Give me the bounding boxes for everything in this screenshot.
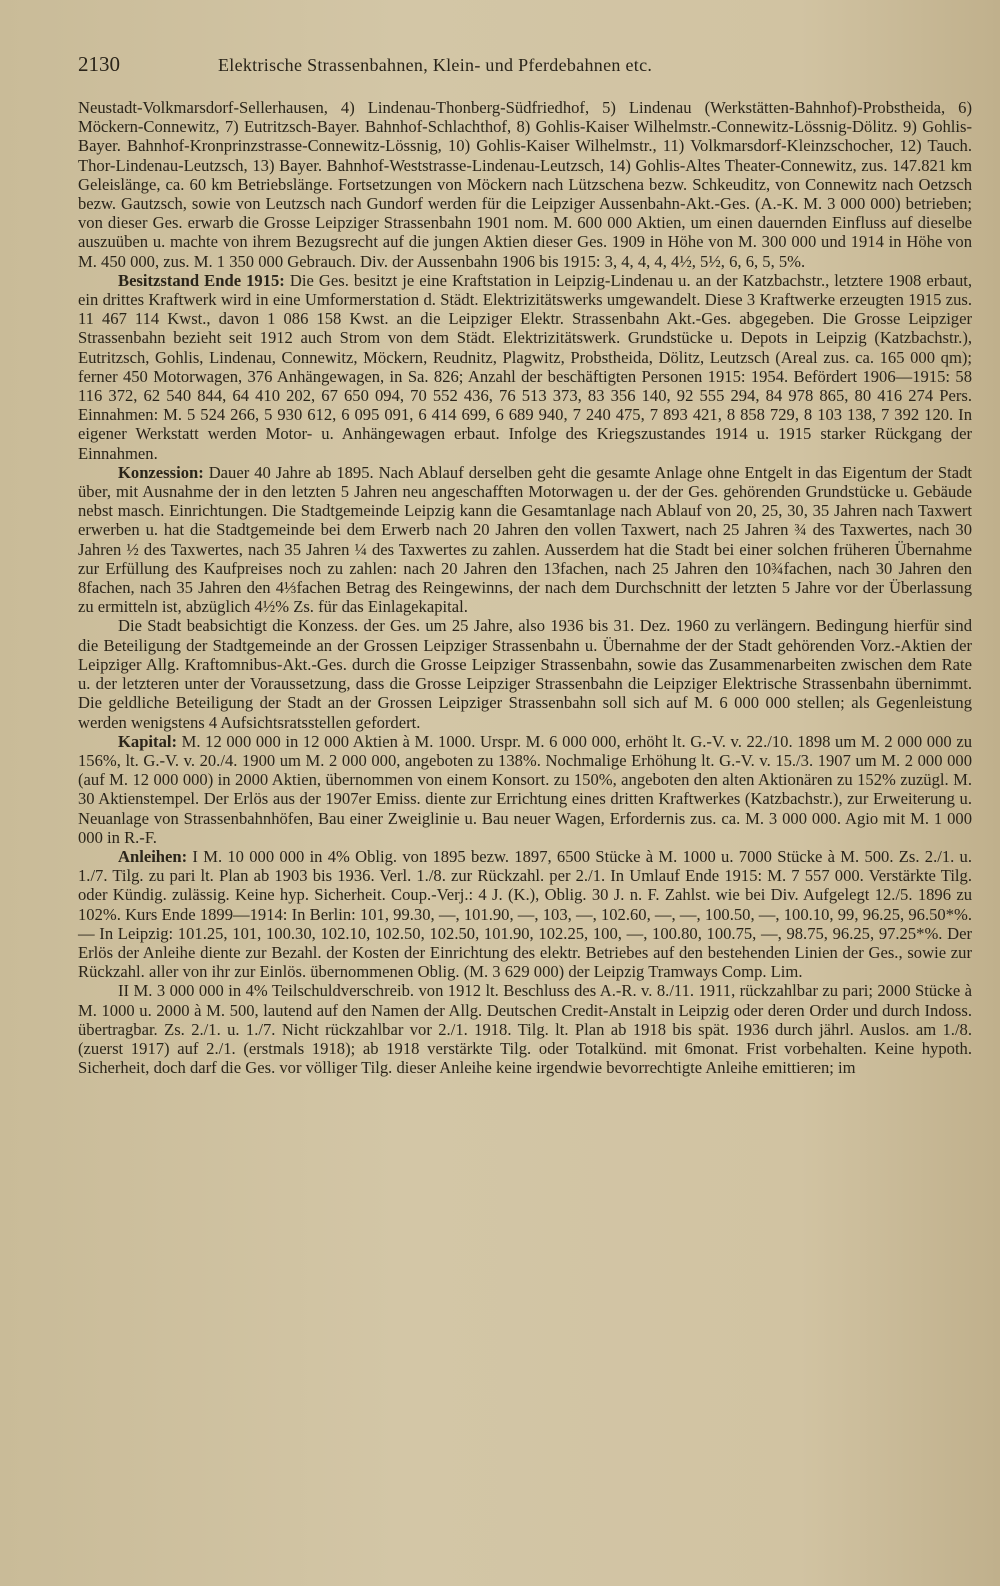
paragraph-routes xyxy=(78,98,972,271)
paragraph-anleihen-ii xyxy=(78,981,972,1077)
section-label: Besitzstand Ende 1915: xyxy=(118,270,285,290)
paragraph-text: M. 12 000 000 in 12 000 Aktien à M. 1000. Urspr. M. 6 000 000, erhöht lt. G.-V. v. 22./10. 1898 um M. 2 000 000 zu 156%, lt. G.-V. v. 20./4. 1900 um M. 2 000 000, angeboten zu 138%. Nochmalige Erhöhung lt. G.-V. v. 15./3. 1907 um M. 2 000 000 (auf M. 12 000 000) in 2000 Aktien, übernommen von einem Konsort. zu 150%, angeboten den alten Aktionären zu 152% zuzügl. M. 30 Aktienstempel. Der Erlös aus der 1907er Emiss. diente zur Errichtung eines dritten Kraftwerkes (Katzbachstr.), zur Erweiterung u. Neuanlage von Strassenbahnhöfen, Bau einer Zweiglinie u. Bau neuer Wagen, Erfordernis zus. ca. M. 3 000 000. Agio mit M. 1 000 000 in R.-F. xyxy=(78,731,972,847)
paragraph-anleihen xyxy=(78,847,972,981)
page-number: 2130 xyxy=(78,52,120,76)
paragraph-text: II M. 3 000 000 in 4% Teilschuldverschreib. von 1912 lt. Beschluss des A.-R. v. 8./11. 1911, rückzahlbar zu pari; 2000 Stücke à M. 1000 u. 2000 à M. 500, lautend auf den Namen der Allg. Deutschen Credit-Anstalt in Leipzig oder deren Order und durch Indoss. übertragbar. Zs. 2./1. u. 1./7. Nicht rückzahlbar vor 2./1. 1918. Tilg. lt. Plan ab 1918 bis spät. 1936 durch jährl. Auslos. am 1./8. (zuerst 1917) auf 2./1. (erstmals 1918); ab 1918 verstärkte Tilg. oder Totalkünd. mit 6monat. Frist vorbehalten. Keine hypoth. Sicherheit, doch darf die Ges. vor völliger Tilg. dieser Anleihe keine irgendwie bevorrechtigte Anleihe emittieren; im xyxy=(78,981,972,1078)
paragraph-besitzstand xyxy=(78,271,972,463)
page-header xyxy=(78,52,972,86)
paragraph-text: Die Ges. besitzt je eine Kraftstation in Leipzig-Lindenau u. an der Katzbachstr., letztere 1908 erbaut, ein drittes Kraftwerk wird in eine Umformerstation d. Städt. Elektrizitätswerks umgewandelt. Diese 3 Kraftwerke erzeugten 1915 zus. 11 467 114 Kwst., davon 1 086 158 Kwst. an die Leipziger Elektr. Strassenbahn Akt.-Ges. abgegeben. Die Grosse Leipziger Strassenbahn bezieht seit 1912 auch Strom von dem Städt. Elektrizitätswerk. Grundstücke u. Depots in Leipzig (Katzbachstr.), Eutritzsch, Gohlis, Lindenau, Connewitz, Möckern, Reudnitz, Plagwitz, Probstheida, Dölitz, Leutzsch (Areal zus. ca. 165 000 qm); ferner 450 Motorwagen, 376 Anhängewagen, in Sa. 826; Anzahl der beschäftigten Personen 1915: 1954. Befördert 1906—1915: 58 116 372, 62 540 844, 64 410 202, 67 650 094, 70 552 436, 76 513 373, 83 356 140, 92 555 294, 84 978 865, 80 416 274 Pers. Einnahmen: M. 5 524 266, 5 930 612, 6 095 091, 6 414 699, 6 689 940, 7 240 475, 7 893 421, 8 858 729, 8 103 138, 7 392 120. In eigener Werkstatt werden Motor- u. Anhängewagen erbaut. Infolge des Kriegszustandes 1914 u. 1915 starker Rückgang der Einnahmen. xyxy=(78,270,973,463)
section-label: Anleihen: xyxy=(118,846,188,866)
section-label: Kapital: xyxy=(118,731,178,751)
paragraph-kapital xyxy=(78,732,972,847)
paragraph-text: Die Stadt beabsichtigt die Konzess. der Ges. um 25 Jahre, also 1936 bis 31. Dez. 1960 zu verlängern. Bedingung hierfür sind die Beteiligung der Stadtgemeinde an der Grossen Leipziger Strassenbahn u. Übernahme der der Stadt gehörenden Vorz.-Aktien der Leipziger Allg. Kraftomnibus-Akt.-Ges. durch die Grosse Leipziger Strassenbahn, sowie das Zusammenarbeiten zwischen dem Rate u. der letzteren unter der Voraussetzung, dass die Grosse Leipziger Strassenbahn die Leipziger Elektrische Strassenbahn übernimmt. Die geldliche Beteiligung der Stadt an der Grossen Leipziger Strassenbahn soll sich auf M. 6 000 000 stellen; als Gegenleistung werden wenigstens 4 Aufsichtsratsstellen gefordert. xyxy=(78,616,972,732)
paragraph-text: Neustadt-Volkmarsdorf-Sellerhausen, 4) Lindenau-Thonberg-Südfriedhof, 5) Lindenau (Werkstätten-Bahnhof)-Probstheida, 6) Möckern-Connewitz, 7) Eutritzsch-Bayer. Bahnhof-Schlachthof, 8) Gohlis-Kaiser Wilhelmstr.-Connewitz-Lössnig-Dölitz. 9) Gohlis-Bayer. Bahnhof-Kronprinzstrasse-Connewitz-Lössnig, 10) Gohlis-Kaiser Wilhelmstr., 11) Volkmarsdorf-Kleinzschocher, 12) Tauch. Thor-Lindenau-Leutzsch, 13) Bayer. Bahnhof-Weststrasse-Lindenau-Leutzsch, 14) Gohlis-Altes Theater-Connewitz, zus. 147.821 km Geleislänge, ca. 60 km Betriebslänge. Fortsetzungen von Möckern nach Lützschena bezw. Schkeuditz, von Connewitz nach Oetzsch bezw. Gautzsch, sowie von Leutzsch nach Gundorf werden für die Leipziger Aussenbahn-Akt.-Ges. (A.-K. M. 3 000 000) betrieben; von dieser Ges. erwarb die Grosse Leipziger Strassenbahn 1901 nom. M. 600 000 Aktien, um einen dauernden Einfluss auf dieselbe auszuüben u. machte von ihrem Bezugsrecht auf die jungen Aktien dieser Ges. 1909 in Höhe von M. 300 000 und 1914 in Höhe von M. 450 000, zus. M. 1 350 000 Gebrauch. Div. der Aussenbahn 1906 bis 1915: 3, 4, 4, 4, 4½, 5½, 6, 6, 5, 5%. xyxy=(78,98,972,271)
paragraph-konzession xyxy=(78,463,972,617)
body-text xyxy=(78,98,972,1077)
section-label: Konzession: xyxy=(118,462,204,482)
paragraph-text: I M. 10 000 000 in 4% Oblig. von 1895 bezw. 1897, 6500 Stücke à M. 1000 u. 7000 Stücke à M. 500. Zs. 2./1. u. 1./7. Tilg. zu pari lt. Plan ab 1903 bis 1936. Verl. 1./8. zur Rückzahl. per 2./1. In Umlauf Ende 1915: M. 7 557 000. Verstärkte Tilg. oder Kündig. zulässig. Keine hyp. Sicherheit. Coup.-Verj.: 4 J. (K.), Oblig. 30 J. n. F. Zahlst. wie bei Div. Aufgelegt 12./5. 1896 zu 102%. Kurs Ende 1899—1914: In Berlin: 101, 99.30, —, 101.90, —, 103, —, 102.60, —, —, 100.50, —, 100.10, 99, 96.25, 96.50*%. — In Leipzig: 101.25, 101, 100.30, 102.10, 102.50, 102.50, 101.90, 102.25, 100, —, 100.80, 100.75, —, 98.75, 96.25, 97.25*%. Der Erlös der Anleihe diente zur Bezahl. der Kosten der Einrichtung des elektr. Betriebes auf den bestehenden Linien der Ges., sowie zur Rückzahl. aller von ihr zur Einlös. übernommenen Oblig. (M. 3 629 000) der Leipzig Tramways Comp. Lim. xyxy=(78,846,972,982)
paragraph-konzession-verlaengerung xyxy=(78,616,972,731)
running-title: Elektrische Strassenbahnen, Klein- und Pferdebahnen etc. xyxy=(218,55,653,75)
paragraph-text: Dauer 40 Jahre ab 1895. Nach Ablauf derselben geht die gesamte Anlage ohne Entgelt in das Eigentum der Stadt über, mit Ausnahme der in den letzten 5 Jahren neu angeschafften Motorwagen u. der der Ges. gehörenden Grundstücke u. Gebäude nebst masch. Einrichtungen. Die Stadtgemeinde Leipzig kann die Gesamtanlage nach Ablauf von 20, 25, 30, 35 Jahren nach Taxwert erwerben u. hat die Stadtgemeinde bei dem Erwerb nach 20 Jahren den vollen Taxwert, nach 25 Jahren ¾ des Taxwertes, nach 30 Jahren ½ des Taxwertes, nach 35 Jahren ¼ des Taxwertes zu zahlen. Ausserdem hat die Stadt bei einer solchen früheren Übernahme zur Erfüllung des Kaufpreises noch zu zahlen: nach 20 Jahren den 13fachen, nach 25 Jahren den 10¾fachen, nach 30 Jahren den 8fachen, nach 35 Jahren den 4⅓fachen Betrag des Reingewinns, der nach dem Durchschnitt der letzten 5 Jahre vor der Überlassung zu ermitteln ist, abzüglich 4½% Zs. für das Einlagekapital. xyxy=(78,462,972,617)
